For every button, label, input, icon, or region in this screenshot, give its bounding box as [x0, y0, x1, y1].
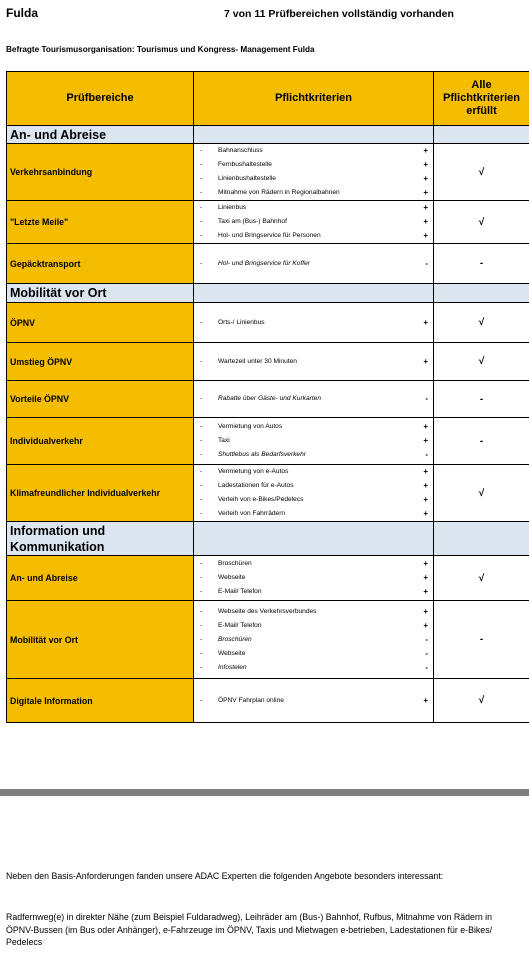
result-mark: -: [434, 418, 529, 465]
criterion-text: Vermietung von Autos: [218, 423, 283, 430]
criterion-item: [194, 694, 433, 708]
section-empty-cell: [434, 126, 529, 144]
criterion-dash: -: [200, 607, 203, 615]
criterion-dash: -: [200, 175, 203, 182]
criterion-dash: -: [200, 423, 203, 430]
table-row: [7, 244, 529, 284]
criterion-status: -: [425, 662, 428, 672]
section-title: Information und Kommunikation: [7, 522, 194, 556]
criterion-item: [194, 172, 433, 186]
criterion-dash: -: [200, 232, 203, 239]
section-title: An- und Abreise: [7, 126, 194, 144]
criteria-cell: [194, 303, 434, 343]
criterion-item: [194, 215, 433, 229]
criterion-text: Hol- und Bringservice für Personen: [218, 232, 321, 239]
criterion-item: [194, 571, 433, 585]
criterion-text: Taxi am (Bus-) Bahnhof: [218, 218, 287, 225]
section-empty-cell: [434, 284, 529, 303]
criterion-dash: -: [200, 437, 203, 444]
result-mark: √: [434, 303, 529, 343]
criterion-status: -: [425, 258, 428, 268]
criterion-dash: -: [200, 649, 203, 657]
criterion-status: +: [423, 317, 428, 327]
criterion-dash: -: [200, 496, 203, 503]
criteria-cell: [194, 679, 434, 723]
criterion-dash: -: [200, 574, 203, 581]
criterion-dash: -: [200, 621, 203, 629]
criterion-text: Broschüren: [218, 560, 252, 567]
criteria-cell: [194, 144, 434, 201]
result-mark: √: [434, 201, 529, 244]
criterion-status: +: [423, 606, 428, 616]
table-row: [7, 679, 529, 723]
criterion-item: [194, 557, 433, 571]
category-label: ÖPNV: [7, 303, 194, 343]
organisation-text: Befragte Tourismusorganisation: Tourismus und Kongress- Management Fulda: [6, 45, 315, 54]
criterion-dash: -: [200, 635, 203, 643]
criterion-status: +: [423, 203, 428, 212]
section-row: [7, 284, 529, 303]
criterion-status: +: [423, 146, 428, 155]
criterion-text: Orts-/ Linienbus: [218, 318, 265, 326]
criterion-dash: -: [200, 395, 203, 402]
criterion-status: +: [423, 481, 428, 490]
criterion-dash: -: [200, 259, 203, 267]
criterion-dash: -: [200, 147, 203, 154]
category-label: Klimafreundlicher Individualverkehr: [7, 465, 194, 522]
section-row: [7, 126, 529, 144]
table-row: [7, 144, 529, 201]
criterion-status: +: [423, 160, 428, 169]
result-mark: √: [434, 465, 529, 522]
criterion-text: Webseite des Verkehrsverbundes: [218, 607, 317, 615]
section-empty-cell: [194, 522, 434, 556]
header-pflichtkriterien: Pflichtkriterien: [194, 72, 434, 126]
criteria-cell: [194, 244, 434, 284]
criterion-status: +: [423, 695, 428, 705]
criterion-status: -: [425, 648, 428, 658]
criterion-text: Hol- und Bringservice für Koffer: [218, 259, 310, 267]
category-label: An- und Abreise: [7, 556, 194, 601]
criterion-dash: -: [200, 588, 203, 595]
criterion-status: -: [425, 634, 428, 644]
criterion-item: [194, 392, 433, 406]
table-row: [7, 556, 529, 601]
criterion-item: [194, 316, 433, 330]
criterion-text: Linienbushaltestelle: [218, 175, 276, 182]
result-mark: -: [434, 381, 529, 418]
criterion-text: Wartezeit unter 30 Minuten: [218, 357, 297, 365]
criterion-item: [194, 493, 433, 507]
criterion-status: +: [423, 422, 428, 431]
criterion-item: [194, 465, 433, 479]
criterion-dash: -: [200, 218, 203, 225]
criterion-item: [194, 605, 433, 619]
criterion-text: Verleih von e-Bikes/Pedelecs: [218, 496, 304, 503]
criterion-dash: -: [200, 161, 203, 168]
criterion-text: E-Mail/ Telefon: [218, 588, 262, 595]
criteria-cell: [194, 201, 434, 244]
result-mark: √: [434, 144, 529, 201]
criteria-cell: [194, 601, 434, 679]
criteria-cell: [194, 343, 434, 381]
criterion-dash: -: [200, 696, 203, 704]
criterion-status: +: [423, 231, 428, 240]
criterion-item: [194, 507, 433, 521]
table-row: [7, 465, 529, 522]
criterion-text: Bahnanschluss: [218, 147, 263, 154]
criterion-status: +: [423, 573, 428, 582]
criterion-item: [194, 201, 433, 215]
criterion-status: +: [423, 467, 428, 476]
category-label: Vorteile ÖPNV: [7, 381, 194, 418]
criterion-status: +: [423, 174, 428, 183]
section-row: [7, 522, 529, 556]
criterion-dash: -: [200, 560, 203, 567]
header-pruefbereiche: Prüfbereiche: [7, 72, 194, 126]
criterion-dash: -: [200, 451, 203, 458]
result-mark: -: [434, 244, 529, 284]
criterion-item: [194, 661, 433, 675]
criterion-item: [194, 229, 433, 243]
criteria-cell: [194, 381, 434, 418]
category-label: Verkehrsanbindung: [7, 144, 194, 201]
result-mark: √: [434, 343, 529, 381]
criteria-cell: [194, 418, 434, 465]
criterion-item: [194, 420, 433, 434]
table-row: [7, 381, 529, 418]
criterion-status: -: [425, 450, 428, 459]
summary-text: 7 von 11 Prüfbereichen vollständig vorhanden: [224, 8, 454, 20]
category-label: Umstieg ÖPNV: [7, 343, 194, 381]
criterion-text: Infostelen: [218, 663, 247, 671]
category-label: Individualverkehr: [7, 418, 194, 465]
criterion-text: Rabatte über Gäste- und Kurkarten: [218, 395, 321, 402]
criterion-item: [194, 479, 433, 493]
section-empty-cell: [194, 284, 434, 303]
criterion-text: Linienbus: [218, 204, 247, 211]
criterion-item: [194, 585, 433, 599]
criterion-text: Mitnahme von Rädern in Regionalbahnen: [218, 189, 340, 196]
criterion-item: [194, 144, 433, 158]
criterion-dash: -: [200, 204, 203, 211]
criterion-text: Broschüren: [218, 635, 252, 643]
city-title: Fulda: [6, 6, 38, 20]
result-mark: √: [434, 556, 529, 601]
criterion-dash: -: [200, 468, 203, 475]
criterion-status: +: [423, 188, 428, 197]
header-erfuellt: Alle Pflichtkriterien erfüllt: [434, 72, 529, 126]
criterion-item: [194, 633, 433, 647]
category-label: "Letzte Meile": [7, 201, 194, 244]
criterion-status: +: [423, 495, 428, 504]
criterion-item: [194, 158, 433, 172]
criterion-status: +: [423, 509, 428, 518]
criterion-text: Verleih von Fahrrädern: [218, 510, 286, 517]
criterion-text: Shuttlebus als Bedarfsverkehr: [218, 451, 306, 458]
result-mark: -: [434, 601, 529, 679]
criterion-dash: -: [200, 482, 203, 489]
section-empty-cell: [194, 126, 434, 144]
criterion-text: Vermietung von e-Autos: [218, 468, 289, 475]
criterion-item: [194, 434, 433, 448]
criterion-status: -: [425, 394, 428, 403]
criterion-text: Fernbushaltestelle: [218, 161, 272, 168]
table-row: [7, 601, 529, 679]
category-label: Digitale Information: [7, 679, 194, 723]
criterion-text: E-Mail/ Telefon: [218, 621, 262, 629]
criterion-status: +: [423, 356, 428, 366]
table-row: [7, 418, 529, 465]
table-header-row: [7, 72, 529, 126]
table-row: [7, 303, 529, 343]
criterion-text: Taxi: [218, 437, 230, 444]
criterion-item: [194, 619, 433, 633]
footer-intro: Neben den Basis-Anforderungen fanden unsere ADAC Experten die folgenden Angebote besonders interessant:: [6, 871, 444, 881]
criterion-status: +: [423, 587, 428, 596]
criterion-dash: -: [200, 357, 203, 365]
criterion-dash: -: [200, 189, 203, 196]
criterion-dash: -: [200, 663, 203, 671]
section-empty-cell: [434, 522, 529, 556]
footer-offers: Radfernweg(e) in direkter Nähe (zum Beispiel Fuldaradweg), Leihräder am (Bus-) Bahnhof, Rufbus, Mitnahme von Rädern in ÖPNV-Bussen (im Bus oder Anhänger), e-Fahrzeuge im ÖPNV, Taxis und Mietwagen e-betrieben, Ladestationen für e-Bikes/ Pedelecs: [6, 912, 493, 947]
section-title: Mobilität vor Ort: [7, 284, 194, 303]
category-label: Mobilität vor Ort: [7, 601, 194, 679]
criterion-text: Ladestationen für e-Autos: [218, 482, 294, 489]
criterion-status: +: [423, 436, 428, 445]
criterion-status: +: [423, 559, 428, 568]
category-label: Gepäcktransport: [7, 244, 194, 284]
result-mark: √: [434, 679, 529, 723]
criterion-dash: -: [200, 510, 203, 517]
criterion-status: +: [423, 620, 428, 630]
criterion-item: [194, 448, 433, 462]
audit-table: [6, 71, 529, 723]
criterion-dash: -: [200, 318, 203, 326]
table-row: [7, 201, 529, 244]
criterion-status: +: [423, 217, 428, 226]
criterion-text: ÖPNV Fahrplan online: [218, 696, 284, 704]
criterion-item: [194, 355, 433, 369]
criteria-cell: [194, 556, 434, 601]
criteria-cell: [194, 465, 434, 522]
criterion-item: [194, 647, 433, 661]
criterion-text: Webseite: [218, 574, 246, 581]
criterion-text: Webseite: [218, 649, 246, 657]
page-divider: [0, 789, 529, 796]
criterion-item: [194, 257, 433, 271]
criterion-item: [194, 186, 433, 200]
table-row: [7, 343, 529, 381]
table-body: [7, 126, 529, 723]
